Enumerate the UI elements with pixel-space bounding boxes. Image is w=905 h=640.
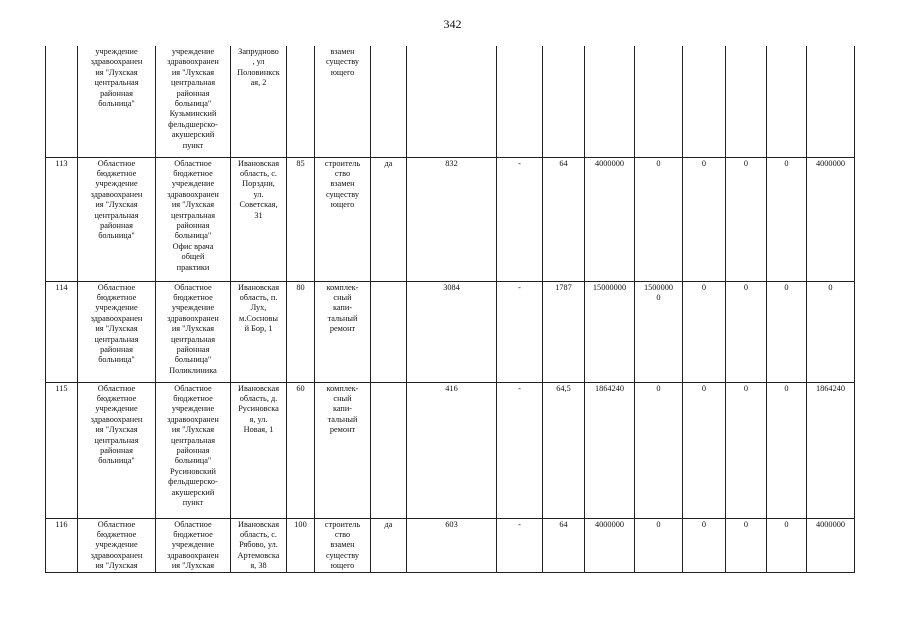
value-cell: - <box>497 157 543 281</box>
row-number: 115 <box>46 382 78 518</box>
organization-cell: Областное бюджетное учреждение здравоохранен ия "Лухская <box>78 518 156 572</box>
row-number: 114 <box>46 281 78 382</box>
facility-cell: Областное бюджетное учреждение здравоохранен ия "Лухская <box>156 518 231 572</box>
value-cell: 0 <box>767 518 807 572</box>
table-row <box>46 518 855 572</box>
facility-cell: Областное бюджетное учреждение здравоохранен ия "Лухская центральная районная больница" Поликлиника <box>156 281 231 382</box>
table-row <box>46 157 855 281</box>
flag-cell: да <box>371 518 407 572</box>
year-cell: 60 <box>287 382 315 518</box>
value-cell <box>407 46 497 157</box>
value-cell: 416 <box>407 382 497 518</box>
value-cell: 0 <box>726 281 767 382</box>
organization-cell: Областное бюджетное учреждение здравоохранен ия "Лухская центральная районная больница" <box>78 382 156 518</box>
value-cell: 64,5 <box>543 382 585 518</box>
flag-cell <box>371 46 407 157</box>
address-cell: Ивановская область, д. Русиновска я, ул. Новая, 1 <box>231 382 287 518</box>
value-cell: 603 <box>407 518 497 572</box>
value-cell: 0 <box>726 382 767 518</box>
value-cell: 1864240 <box>585 382 635 518</box>
value-cell: 4000000 <box>807 518 855 572</box>
value-cell: 1787 <box>543 281 585 382</box>
facility-cell: Областное бюджетное учреждение здравоохранен ия "Лухская центральная районная больница" Офис врача общей практики <box>156 157 231 281</box>
facility-cell: учреждение здравоохранен ия "Лухская центральная районная больница" Кузьминский фельдшерско- акушерский пункт <box>156 46 231 157</box>
value-cell: 3084 <box>407 281 497 382</box>
value-cell: - <box>497 281 543 382</box>
work-type-cell: строитель ство взамен существу ющего <box>315 518 371 572</box>
work-type-cell: комплек- сный капи- тальный ремонт <box>315 281 371 382</box>
work-type-cell: взамен существу ющего <box>315 46 371 157</box>
address-cell: Ивановская область, с. Рябово, ул. Артемовска я, 38 <box>231 518 287 572</box>
value-cell: 0 <box>683 382 726 518</box>
address-cell: Ивановская область, п. Лух, м.Сосновы й Бор, 1 <box>231 281 287 382</box>
year-cell <box>287 46 315 157</box>
table-row <box>46 382 855 518</box>
address-cell: Ивановская область, с. Порздни, ул. Советская, 31 <box>231 157 287 281</box>
value-cell: 0 <box>767 281 807 382</box>
value-cell <box>726 46 767 157</box>
value-cell <box>807 46 855 157</box>
row-number: 116 <box>46 518 78 572</box>
value-cell <box>767 46 807 157</box>
year-cell: 85 <box>287 157 315 281</box>
facility-cell: Областное бюджетное учреждение здравоохранен ия "Лухская центральная районная больница" Русиновский фельдшерско- акушерский пункт <box>156 382 231 518</box>
table-row <box>46 46 855 157</box>
organization-cell: учреждение здравоохранен ия "Лухская центральная районная больница" <box>78 46 156 157</box>
value-cell <box>497 46 543 157</box>
data-table <box>45 46 855 573</box>
organization-cell: Областное бюджетное учреждение здравоохранен ия "Лухская центральная районная больница" <box>78 281 156 382</box>
value-cell: 0 <box>635 157 683 281</box>
value-cell <box>543 46 585 157</box>
value-cell: 4000000 <box>585 157 635 281</box>
value-cell <box>635 46 683 157</box>
value-cell <box>683 46 726 157</box>
value-cell: - <box>497 518 543 572</box>
page-number: 342 <box>443 17 462 31</box>
value-cell: 0 <box>726 157 767 281</box>
value-cell: 0 <box>683 157 726 281</box>
work-type-cell: комплек- сный капи- тальный ремонт <box>315 382 371 518</box>
value-cell: 0 <box>807 281 855 382</box>
value-cell: 1500000 0 <box>635 281 683 382</box>
value-cell: 4000000 <box>585 518 635 572</box>
value-cell: 0 <box>635 382 683 518</box>
work-type-cell: строитель ство взамен существу ющего <box>315 157 371 281</box>
flag-cell: да <box>371 157 407 281</box>
value-cell: 1864240 <box>807 382 855 518</box>
table-row <box>46 281 855 382</box>
value-cell <box>585 46 635 157</box>
row-number: 113 <box>46 157 78 281</box>
value-cell: 64 <box>543 518 585 572</box>
value-cell: 0 <box>767 382 807 518</box>
value-cell: 832 <box>407 157 497 281</box>
address-cell: Запрудново , ул Половинкск ая, 2 <box>231 46 287 157</box>
row-number <box>46 46 78 157</box>
value-cell: 4000000 <box>807 157 855 281</box>
value-cell: 0 <box>683 518 726 572</box>
flag-cell <box>371 281 407 382</box>
value-cell: 0 <box>726 518 767 572</box>
year-cell: 80 <box>287 281 315 382</box>
flag-cell <box>371 382 407 518</box>
organization-cell: Областное бюджетное учреждение здравоохранен ия "Лухская центральная районная больница" <box>78 157 156 281</box>
value-cell: 0 <box>635 518 683 572</box>
value-cell: 64 <box>543 157 585 281</box>
value-cell: 15000000 <box>585 281 635 382</box>
value-cell: 0 <box>683 281 726 382</box>
value-cell: - <box>497 382 543 518</box>
value-cell: 0 <box>767 157 807 281</box>
year-cell: 100 <box>287 518 315 572</box>
